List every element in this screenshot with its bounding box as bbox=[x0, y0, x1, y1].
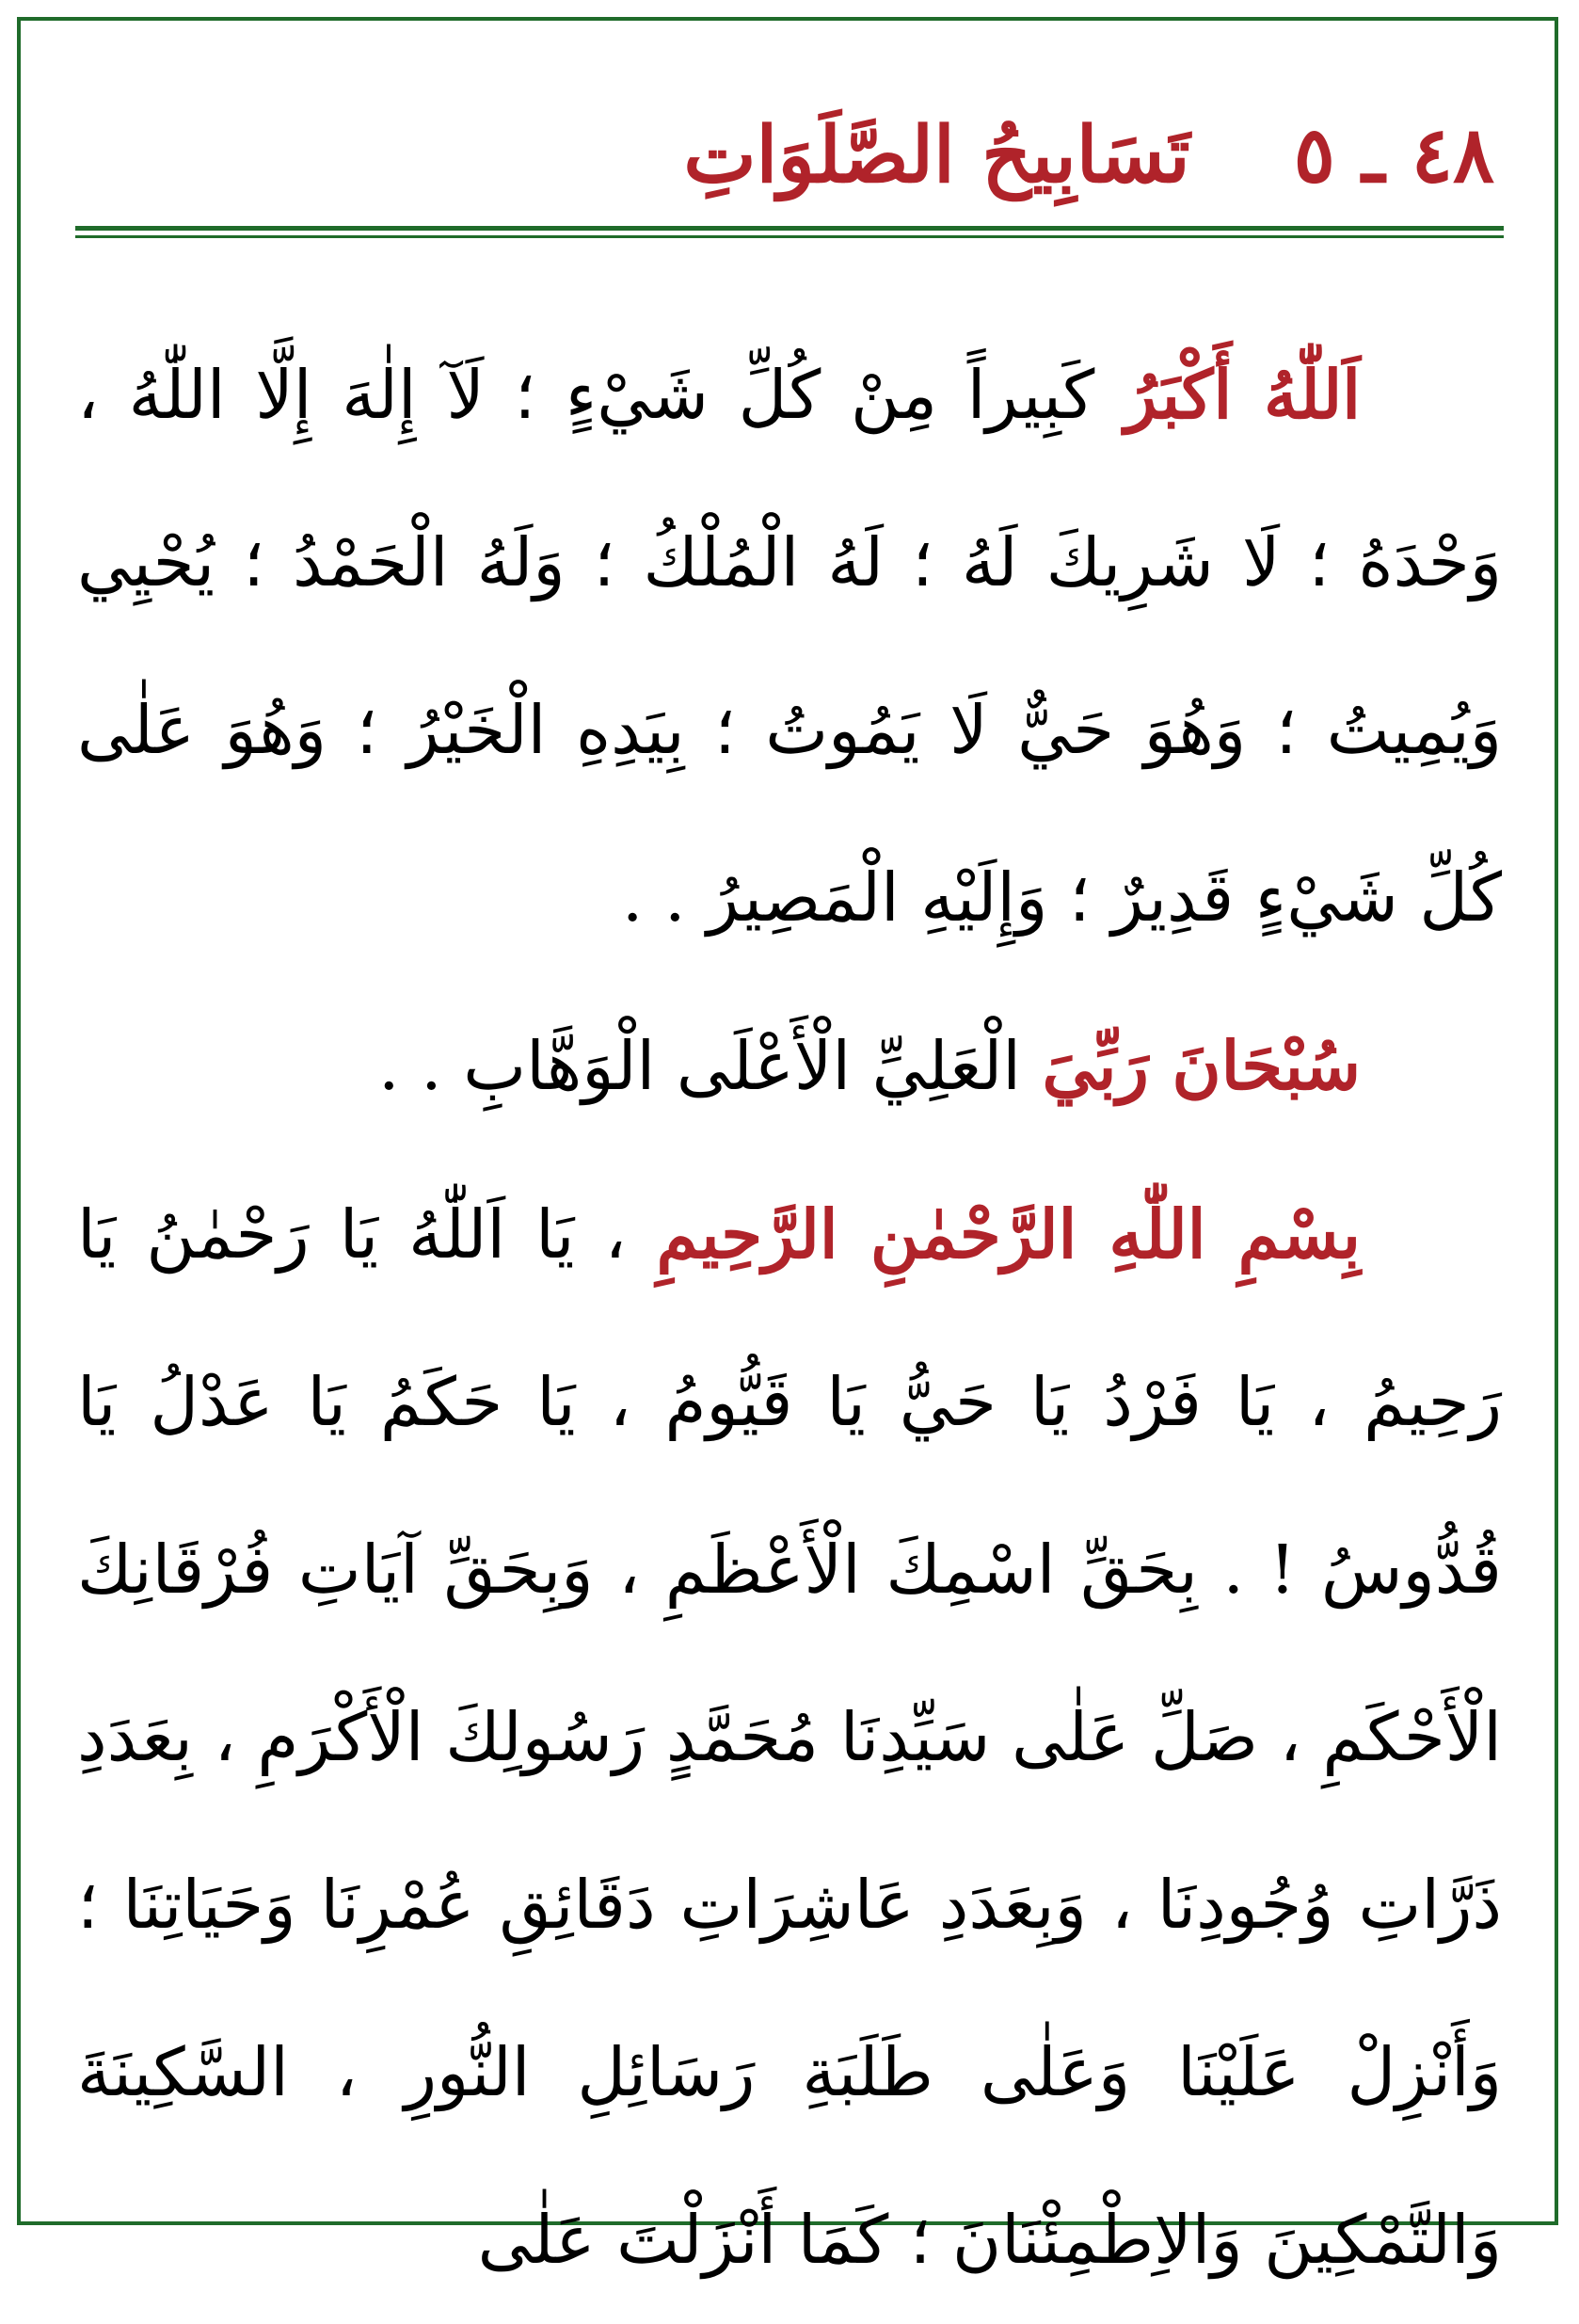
prayer-text bbox=[77, 311, 1502, 2324]
page-header bbox=[85, 85, 1494, 226]
highlight-phrase: سُبْحَانَ رَبِّيَ bbox=[1042, 1026, 1361, 1105]
paragraph-basmala bbox=[77, 1150, 1502, 2324]
highlight-phrase: اَللّٰهُ أَكْبَرُ bbox=[1124, 355, 1361, 434]
section-number: ٤٨ ـ ٥ bbox=[1293, 110, 1494, 200]
highlight-phrase: بِسْمِ اللّٰهِ الرَّحْمٰنِ الرَّحِيمِ bbox=[656, 1194, 1361, 1274]
paragraph-tasbih bbox=[77, 982, 1502, 1150]
paragraph-text: ، يَا اَللّٰهُ يَا رَحْمٰنُ يَا رَحِيمُ ، يَا فَرْدُ يَا حَيُّ يَا قَيُّومُ ، يَا حَكَمُ يَا عَدْلُ يَا قُدُّوسُ ! . بِحَقِّ اسْمِكَ الْأَعْظَمِ ، وَبِحَقِّ آيَاتِ فُرْقَانِكَ الْأَحْكَمِ ، صَلِّ عَلٰى سَيِّدِنَا مُحَمَّدٍ رَسُولِكَ الْأَكْرَمِ ، بِعَدَدِ ذَرَّاتِ وُجُودِنَا ، وَبِعَدَدِ عَاشِرَاتِ دَقَائِقِ عُمْرِنَا وَحَيَاتِنَا ؛ وَأَنْزِلْ عَلَيْنَا وَعَلٰى طَلَبَةِ رَسَائِلِ النُّورِ ، السَّكِينَةَ وَالتَّمْكِينَ وَالاِطْمِئْنَانَ ؛ كَمَا أَنْزَلْتَ عَلٰى bbox=[77, 1195, 1502, 2279]
paragraph-takbir bbox=[77, 311, 1502, 982]
header-divider bbox=[75, 226, 1504, 241]
paragraph-text: الْعَلِيِّ الْأَعْلَى الْوَهَّابِ . . bbox=[378, 1027, 1043, 1105]
section-title: تَسَابِيحُ الصَّلَوَاتِ bbox=[683, 110, 1190, 200]
paragraph-text: كَبِيراً مِنْ كُلِّ شَيْءٍ ؛ لَآ إِلٰهَ إِلَّا اللّٰهُ ، وَحْدَهُ ؛ لَا شَرِيكَ لَهُ ؛ لَهُ الْمُلْكُ ؛ وَلَهُ الْحَمْدُ ؛ يُحْيِي وَيُمِيتُ ؛ وَهُوَ حَيٌّ لَا يَمُوتُ ؛ بِيَدِهِ الْخَيْرُ ؛ وَهُوَ عَلٰى كُلِّ شَيْءٍ قَدِيرٌ ؛ وَإِلَيْهِ الْمَصِيرُ . . bbox=[77, 356, 1502, 937]
